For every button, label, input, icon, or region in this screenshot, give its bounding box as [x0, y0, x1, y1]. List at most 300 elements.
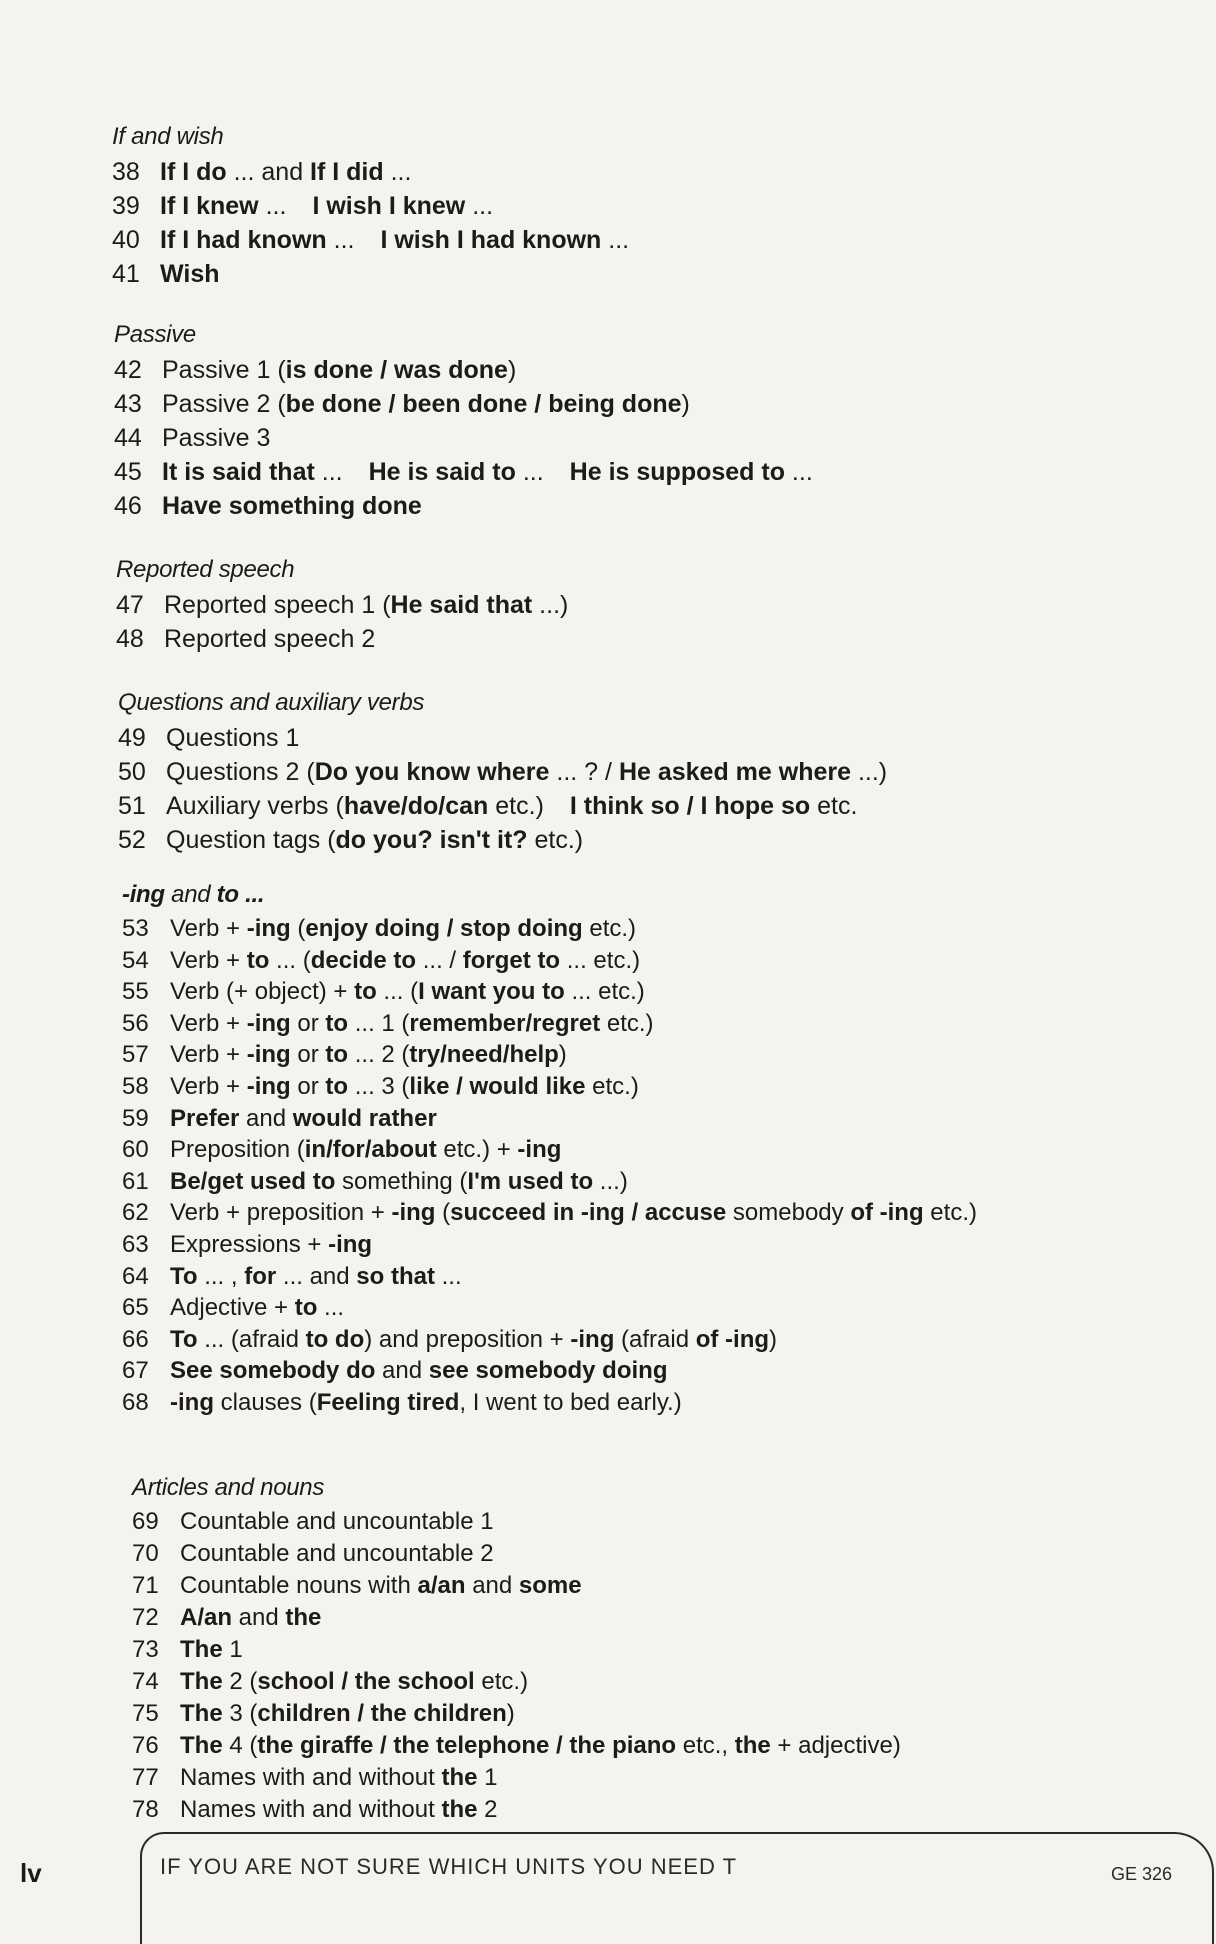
unit-title	[180, 1602, 901, 1634]
text: ...	[314, 458, 343, 486]
unit-row	[114, 387, 813, 421]
unit-title	[170, 1071, 977, 1103]
section-reported-speech	[116, 555, 568, 656]
bold-text: the	[441, 1796, 478, 1823]
unit-row	[122, 1008, 977, 1040]
bold-text: See somebody do	[170, 1357, 376, 1385]
text: ...)	[851, 758, 888, 786]
text: ... (	[376, 978, 419, 1006]
text: Articles and nouns	[132, 1474, 325, 1501]
unit-number: 68	[122, 1388, 149, 1416]
text: ...	[515, 458, 544, 486]
bold-text: to	[325, 1072, 349, 1100]
bold-text: I want you to	[418, 978, 565, 1006]
unit-row	[122, 1355, 977, 1387]
text: Passive	[114, 321, 196, 348]
text: ... etc.)	[560, 946, 641, 974]
bold-text: If I did	[310, 158, 384, 186]
text: ... 2 (	[348, 1041, 410, 1069]
text: ...	[784, 458, 813, 486]
page-number: lv	[20, 1858, 42, 1888]
unit-row	[122, 1229, 977, 1261]
text: ... and	[226, 158, 311, 186]
unit-title	[170, 1134, 977, 1166]
text: Passive 1 (	[162, 356, 286, 384]
unit-title	[170, 1229, 977, 1261]
text: Question tags (	[166, 826, 336, 854]
text: ... ? /	[549, 758, 619, 786]
bold-text: -ing	[246, 1041, 291, 1069]
unit-title	[180, 1794, 901, 1826]
bold-text: be done / been done / being done	[285, 390, 682, 418]
text: )	[681, 390, 690, 418]
bold-text: a/an	[417, 1572, 466, 1599]
bold-text: of -ing	[850, 1199, 924, 1227]
unit-title	[170, 1355, 977, 1387]
bold-text: to	[325, 1041, 349, 1069]
section-title	[132, 1473, 901, 1503]
bold-text: Have something done	[162, 492, 422, 520]
section-if-and-wish	[112, 122, 629, 291]
bold-text: The	[180, 1668, 223, 1695]
bold-text: to	[246, 946, 270, 974]
text: etc.)	[923, 1199, 977, 1227]
text: etc.) +	[436, 1136, 518, 1164]
unit-title	[162, 353, 813, 387]
bold-text: If I had known	[160, 226, 327, 254]
unit-title	[164, 588, 568, 622]
text: Verb +	[170, 1009, 247, 1037]
unit-row	[116, 588, 568, 622]
bold-text: If I knew	[160, 192, 259, 220]
unit-title	[180, 1730, 901, 1762]
bold-text: -ing	[517, 1136, 562, 1164]
footer-banner	[140, 1832, 1214, 1944]
unit-number: 74	[132, 1668, 159, 1695]
text: and	[124, 123, 177, 150]
bold-text: to do	[305, 1325, 365, 1353]
unit-title	[180, 1538, 901, 1570]
unit-title	[166, 721, 887, 755]
bold-text: do you? isn't it?	[335, 826, 528, 854]
unit-number: 61	[122, 1167, 149, 1195]
unit-number: 76	[132, 1732, 159, 1759]
text: 1	[477, 1764, 498, 1791]
unit-title	[166, 789, 887, 823]
bold-text: He is supposed to	[569, 458, 785, 486]
text: wish	[176, 123, 224, 150]
bold-text: some	[518, 1572, 582, 1599]
text: or	[290, 1009, 326, 1037]
text: etc.)	[527, 826, 584, 854]
bold-text: Wish	[160, 260, 220, 288]
bold-text: Be/get used to	[170, 1167, 336, 1195]
unit-row	[132, 1666, 901, 1698]
unit-title	[164, 622, 568, 656]
text: and	[164, 881, 217, 908]
text: Names with and without	[180, 1796, 442, 1823]
unit-number: 51	[118, 792, 146, 820]
unit-number: 38	[112, 158, 140, 186]
unit-title	[170, 1008, 977, 1040]
bold-text: It is said that	[162, 458, 315, 486]
unit-number: 52	[118, 826, 146, 854]
unit-row	[132, 1634, 901, 1666]
text: clauses (	[213, 1388, 317, 1416]
text: etc.)	[582, 915, 637, 942]
unit-number: 41	[112, 260, 140, 288]
unit-number: 72	[132, 1604, 159, 1631]
bold-text: to	[294, 1294, 318, 1322]
text: etc.)	[488, 792, 544, 820]
section-title	[114, 320, 813, 350]
text: etc.)	[600, 1009, 654, 1037]
unit-title	[170, 1039, 977, 1071]
section-articles-and-nouns	[132, 1473, 901, 1826]
text: Questions and auxiliary verbs	[118, 689, 425, 716]
text: ... and	[276, 1262, 357, 1290]
text: etc.	[810, 792, 858, 820]
unit-title	[162, 421, 813, 455]
bold-text: -ing	[391, 1199, 436, 1227]
unit-number: 66	[122, 1325, 149, 1353]
unit-number: 40	[112, 226, 140, 254]
section-title	[118, 688, 887, 718]
text: and	[232, 1604, 286, 1631]
bold-text: Do you know where	[314, 758, 550, 786]
unit-title	[180, 1762, 901, 1794]
text: , I went to bed early.)	[459, 1388, 682, 1416]
text: ...	[465, 192, 494, 220]
text: Verb +	[170, 1041, 247, 1069]
text: (	[435, 1199, 451, 1227]
unit-title	[180, 1570, 901, 1602]
unit-row	[122, 1039, 977, 1071]
text: and	[465, 1572, 519, 1599]
unit-number: 59	[122, 1104, 149, 1132]
unit-row	[112, 257, 629, 291]
text: Countable and uncountable 2	[180, 1540, 494, 1567]
text: ...	[383, 158, 412, 186]
bold-text: forget to	[462, 946, 561, 974]
bold-text: the	[734, 1732, 771, 1759]
section-title	[112, 122, 629, 152]
text: ... 1 (	[348, 1009, 410, 1037]
bold-text: enjoy doing / stop doing	[305, 915, 583, 942]
text: ...	[317, 1294, 345, 1322]
unit-row	[122, 913, 977, 945]
unit-row	[114, 455, 813, 489]
bold-text: He said that	[390, 591, 533, 619]
unit-number: 39	[112, 192, 140, 220]
unit-title	[170, 1261, 977, 1293]
unit-row	[116, 622, 568, 656]
text: Names with and without	[180, 1764, 442, 1791]
unit-number: 48	[116, 625, 144, 653]
text: and	[239, 1104, 293, 1132]
unit-row	[118, 823, 887, 857]
bold-text: Prefer	[170, 1104, 240, 1132]
unit-number: 70	[132, 1540, 159, 1567]
unit-number: 44	[114, 424, 142, 452]
unit-row	[122, 1261, 977, 1293]
text: ... ,	[197, 1262, 245, 1290]
text: Verb +	[170, 1072, 247, 1100]
unit-title	[160, 223, 629, 257]
unit-number: 58	[122, 1072, 149, 1100]
section-title	[116, 555, 568, 585]
bold-text: -ing	[246, 1072, 291, 1100]
unit-number: 55	[122, 978, 149, 1006]
bold-text: school / the school	[257, 1668, 475, 1695]
text: somebody	[726, 1199, 851, 1227]
unit-row	[132, 1602, 901, 1634]
bold-text: He asked me where	[618, 758, 852, 786]
text: and	[375, 1357, 429, 1385]
text: Expressions +	[170, 1230, 329, 1258]
text: ... /	[416, 946, 463, 974]
unit-title	[170, 1197, 977, 1229]
unit-row	[132, 1762, 901, 1794]
unit-number: 60	[122, 1136, 149, 1164]
unit-row	[118, 721, 887, 755]
text: ...	[326, 226, 355, 254]
bold-text: I wish I had known	[380, 226, 602, 254]
text: ) and preposition +	[364, 1325, 571, 1353]
bold-text: Feeling tired	[316, 1388, 460, 1416]
bold-text: children / the children	[257, 1700, 507, 1727]
bold-text: -ing	[246, 915, 291, 942]
unit-title	[162, 489, 813, 523]
unit-number: 50	[118, 758, 146, 786]
bold-text: -ing	[170, 1388, 214, 1416]
text: 4 (	[222, 1732, 258, 1759]
text: Reported speech 2	[164, 625, 376, 653]
text: etc.)	[474, 1668, 529, 1695]
unit-number: 49	[118, 724, 146, 752]
unit-title	[170, 976, 977, 1008]
text: ...)	[532, 591, 569, 619]
text: Questions 1	[166, 724, 300, 752]
unit-title	[180, 1698, 901, 1730]
unit-row	[122, 1071, 977, 1103]
unit-number: 57	[122, 1041, 149, 1069]
unit-title	[180, 1666, 901, 1698]
unit-row	[112, 155, 629, 189]
text: Questions 2 (	[166, 758, 315, 786]
text: ... (	[269, 946, 311, 974]
unit-row	[114, 353, 813, 387]
text: etc.)	[585, 1072, 639, 1100]
unit-number: 65	[122, 1294, 149, 1322]
text: Reported speech 1 (	[164, 591, 391, 619]
unit-number: 53	[122, 915, 149, 942]
bold-text: He is said to	[368, 458, 516, 486]
text: Countable nouns with	[180, 1572, 418, 1599]
bold-text: in/for/about	[304, 1136, 437, 1164]
unit-row	[122, 976, 977, 1008]
bold-text: try/need/help	[409, 1041, 559, 1069]
bold-text: -ing	[246, 1009, 291, 1037]
bold-text: The	[180, 1732, 223, 1759]
text: 2 (	[222, 1668, 258, 1695]
text: If	[112, 123, 125, 150]
unit-row	[118, 755, 887, 789]
bold-text: have/do/can	[343, 792, 489, 820]
unit-title	[162, 455, 813, 489]
unit-row	[132, 1794, 901, 1826]
text: Preposition (	[170, 1136, 305, 1164]
section-title	[122, 880, 977, 910]
unit-number: 67	[122, 1357, 149, 1385]
bold-text: To	[170, 1325, 198, 1353]
bold-text: I'm used to	[467, 1167, 594, 1195]
text: )	[506, 1700, 515, 1727]
unit-row	[118, 789, 887, 823]
unit-row	[132, 1538, 901, 1570]
unit-title	[160, 257, 629, 291]
text: (afraid	[614, 1325, 696, 1353]
unit-row	[132, 1730, 901, 1762]
bold-text: would rather	[292, 1104, 437, 1132]
bold-text: to ...	[216, 881, 265, 908]
bold-text: The	[180, 1700, 223, 1727]
bold-text: so that	[356, 1262, 435, 1290]
bold-text: To	[170, 1262, 198, 1290]
unit-row	[122, 1387, 977, 1419]
unit-title	[170, 1324, 977, 1356]
text: Adjective +	[170, 1294, 295, 1322]
text: Verb +	[170, 946, 247, 974]
unit-number: 42	[114, 356, 142, 384]
banner-page-ref: GE 326	[1110, 1864, 1172, 1884]
text: ... 3 (	[348, 1072, 410, 1100]
bold-text: -ing	[570, 1325, 615, 1353]
unit-row	[132, 1698, 901, 1730]
bold-text: I wish I knew	[312, 192, 466, 220]
unit-title	[170, 1166, 977, 1198]
unit-number: 71	[132, 1572, 159, 1599]
unit-title	[162, 387, 813, 421]
text: something (	[335, 1167, 468, 1195]
bold-text: the	[285, 1604, 322, 1631]
text: Passive 3	[162, 424, 271, 452]
text: Auxiliary verbs (	[166, 792, 344, 820]
bold-text: A/an	[180, 1604, 233, 1631]
text: )	[507, 356, 517, 384]
unit-row	[122, 1292, 977, 1324]
text: Verb (+ object) +	[170, 978, 355, 1006]
bold-text: -ing	[328, 1230, 373, 1258]
unit-row	[122, 1166, 977, 1198]
text: etc.,	[676, 1732, 735, 1759]
unit-row	[122, 1197, 977, 1229]
bold-text: remember/regret	[409, 1009, 601, 1037]
bold-text: If I do	[160, 158, 227, 186]
text: or	[290, 1041, 326, 1069]
section-passive	[114, 320, 813, 523]
text: or	[290, 1072, 326, 1100]
bold-text: -ing	[122, 881, 165, 908]
unit-number: 47	[116, 591, 144, 619]
text: ...	[434, 1262, 462, 1290]
bold-text: the	[441, 1764, 478, 1791]
bold-text: The	[180, 1636, 223, 1663]
text: ...)	[593, 1167, 628, 1195]
text: (	[290, 915, 306, 942]
bold-text: to	[354, 978, 377, 1006]
unit-number: 73	[132, 1636, 159, 1663]
text: ... etc.)	[564, 978, 645, 1006]
bold-text: the giraffe / the telephone / the piano	[257, 1732, 677, 1759]
text: + adjective)	[770, 1732, 901, 1759]
unit-row	[122, 945, 977, 977]
bold-text: succeed in -ing / accuse	[450, 1199, 727, 1227]
unit-title	[170, 1292, 977, 1324]
unit-row	[122, 1324, 977, 1356]
unit-title	[170, 945, 977, 977]
unit-number: 63	[122, 1230, 149, 1258]
unit-title	[166, 755, 887, 789]
text: Verb + preposition +	[170, 1199, 392, 1227]
unit-title	[160, 189, 629, 223]
bold-text: is done / was done	[285, 356, 508, 384]
unit-number: 56	[122, 1009, 149, 1037]
section-questions-auxiliary-verbs	[118, 688, 887, 857]
bold-text: decide to	[310, 946, 417, 974]
banner-text: IF YOU ARE NOT SURE WHICH UNITS YOU NEED T	[160, 1854, 738, 1879]
unit-title	[180, 1634, 901, 1666]
unit-title	[170, 1387, 977, 1419]
unit-row	[112, 189, 629, 223]
bold-text: to	[325, 1009, 349, 1037]
text: ...	[258, 192, 287, 220]
unit-title	[160, 155, 629, 189]
text: ... (afraid	[197, 1325, 306, 1353]
unit-number: 78	[132, 1796, 159, 1823]
unit-number: 64	[122, 1262, 149, 1290]
bold-text: like / would like	[409, 1072, 586, 1100]
unit-number: 62	[122, 1199, 149, 1227]
text: Countable and uncountable 1	[180, 1508, 494, 1535]
bold-text: of -ing	[695, 1325, 770, 1353]
unit-row	[132, 1506, 901, 1538]
unit-number: 54	[122, 946, 149, 974]
unit-row	[122, 1134, 977, 1166]
bold-text: I think so / I hope so	[569, 792, 811, 820]
text: 2	[477, 1796, 498, 1823]
unit-title	[166, 823, 887, 857]
unit-title	[180, 1506, 901, 1538]
unit-number: 45	[114, 458, 142, 486]
unit-row	[122, 1103, 977, 1135]
unit-title	[170, 913, 977, 945]
unit-number: 43	[114, 390, 142, 418]
text: Verb +	[170, 915, 247, 942]
text: 3 (	[222, 1700, 258, 1727]
text: 1	[222, 1636, 243, 1663]
unit-number: 77	[132, 1764, 159, 1791]
text: )	[769, 1325, 778, 1353]
bold-text: see somebody doing	[428, 1357, 668, 1385]
unit-row	[132, 1570, 901, 1602]
text: Reported speech	[116, 556, 295, 583]
unit-row	[112, 223, 629, 257]
text: Passive 2 (	[162, 390, 286, 418]
unit-row	[114, 421, 813, 455]
unit-number: 69	[132, 1508, 159, 1535]
unit-title	[170, 1103, 977, 1135]
